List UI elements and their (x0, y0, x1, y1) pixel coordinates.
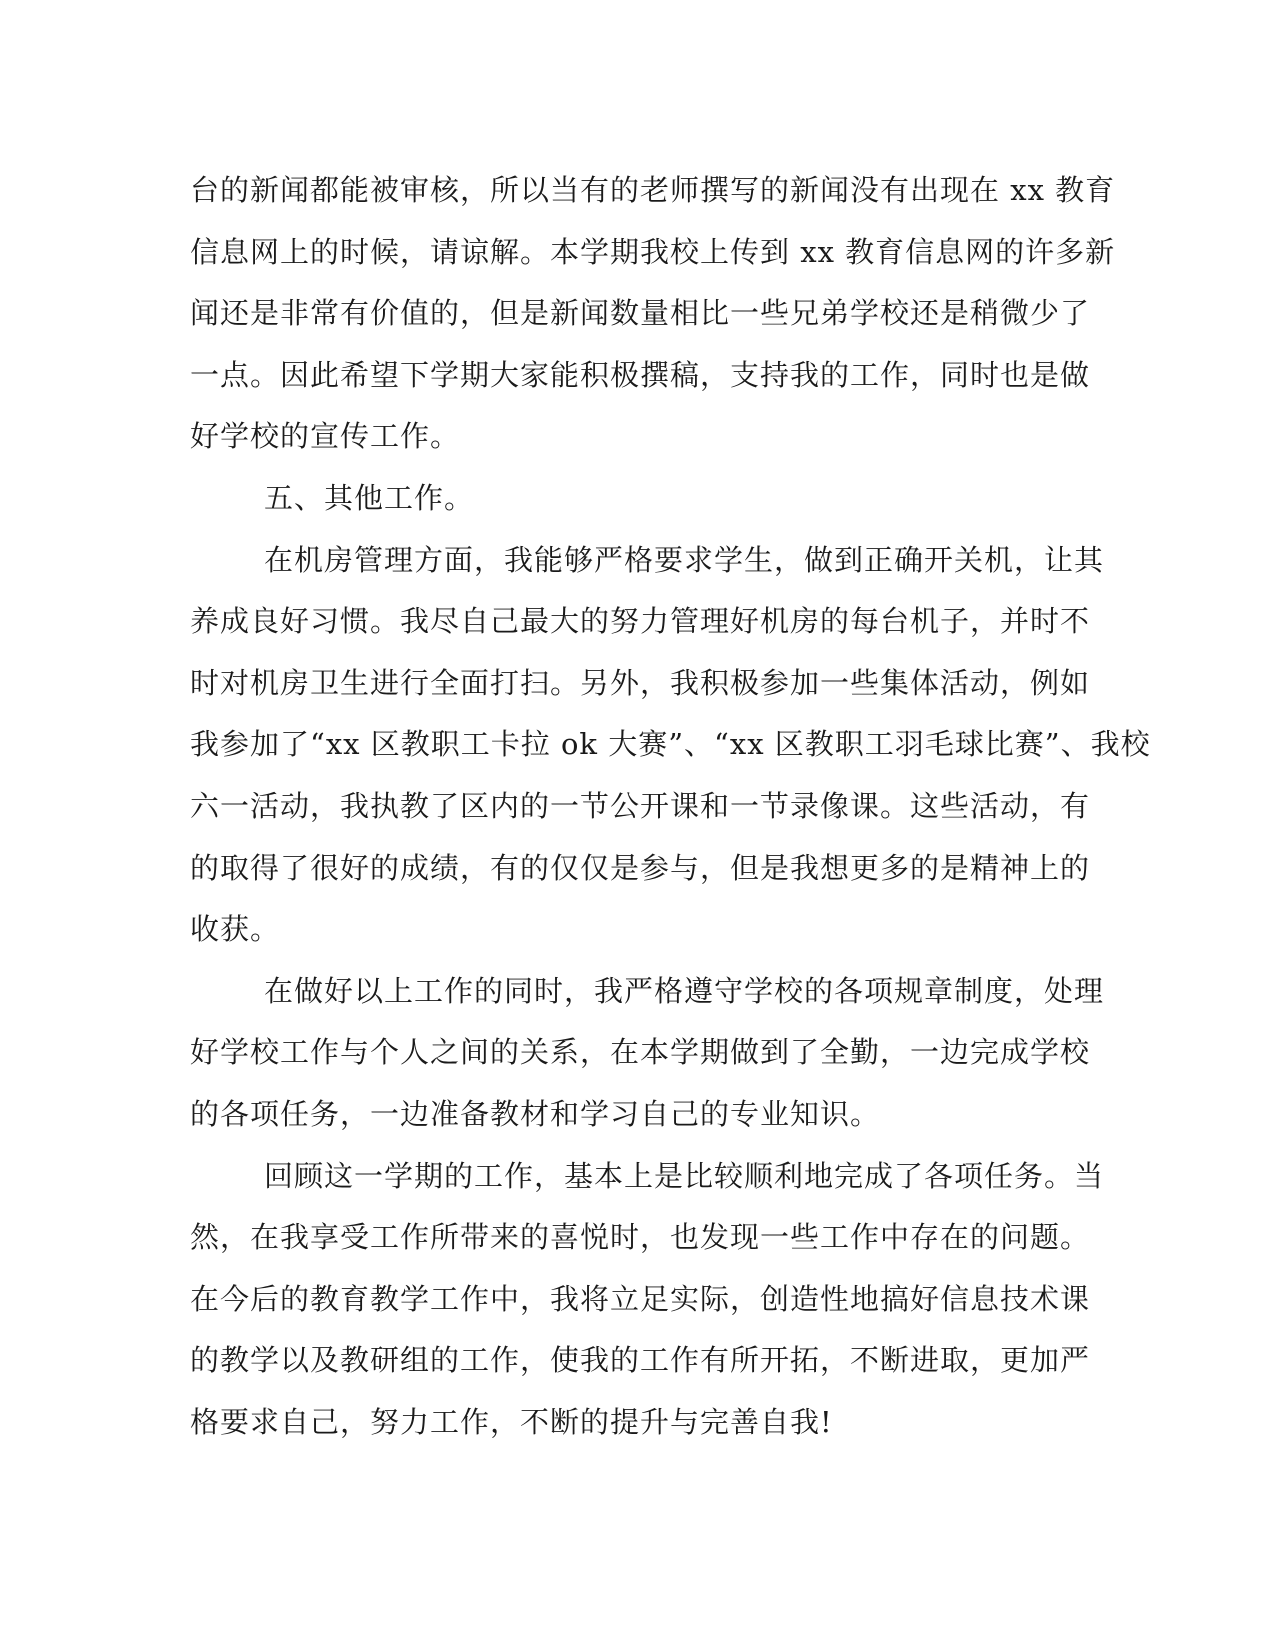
text-line: 信息网上的时候，请谅解。本学期我校上传到 xx 教育信息网的许多新 (190, 234, 1116, 269)
text-line: 台的新闻都能被审核，所以当有的老师撰写的新闻没有出现在 xx 教育 (190, 173, 1116, 207)
paragraph-start-line: 在做好以上工作的同时，我严格遵守学校的各项规章制度，处理 (264, 973, 1105, 1008)
text-line: 格要求自己，努力工作，不断的提升与完善自我! (190, 1404, 833, 1439)
text-line: 在今后的教育教学工作中，我将立足实际，创造性地搞好信息技术课 (190, 1281, 1091, 1316)
text-line: 六一活动，我执教了区内的一节公开课和一节录像课。这些活动，有 (190, 788, 1091, 823)
text-line: 的取得了很好的成绩，有的仅仅是参与，但是我想更多的是精神上的 (190, 850, 1091, 885)
text-line: 然，在我享受工作所带来的喜悦时，也发现一些工作中存在的问题。 (190, 1220, 1091, 1255)
text-line: 我参加了“xx 区教职工卡拉 ok 大赛”、“xx 区教职工羽毛球比赛”、我校 (190, 727, 1151, 762)
text-line: 好学校的宣传工作。 (190, 419, 461, 454)
section-heading: 五、其他工作。 (264, 480, 475, 515)
text-line: 的各项任务，一边准备教材和学习自己的专业知识。 (190, 1096, 881, 1131)
text-line: 时对机房卫生进行全面打扫。另外，我积极参加一些集体活动，例如 (190, 665, 1091, 700)
text-line: 一点。因此希望下学期大家能积极撰稿，支持我的工作，同时也是做 (190, 357, 1091, 392)
text-line: 的教学以及教研组的工作，使我的工作有所开拓，不断进取，更加严 (190, 1343, 1091, 1378)
text-line: 闻还是非常有价值的，但是新闻数量相比一些兄弟学校还是稍微少了 (190, 296, 1091, 331)
document-body (190, 160, 1151, 1453)
paragraph-start-line: 回顾这一学期的工作，基本上是比较顺利地完成了各项任务。当 (264, 1158, 1105, 1193)
paragraph-start-line: 在机房管理方面，我能够严格要求学生，做到正确开关机，让其 (264, 542, 1105, 577)
text-line: 好学校工作与个人之间的关系，在本学期做到了全勤，一边完成学校 (190, 1035, 1091, 1070)
text-line: 收获。 (190, 912, 281, 947)
text-line: 养成良好习惯。我尽自己最大的努力管理好机房的每台机子，并时不 (190, 604, 1091, 639)
